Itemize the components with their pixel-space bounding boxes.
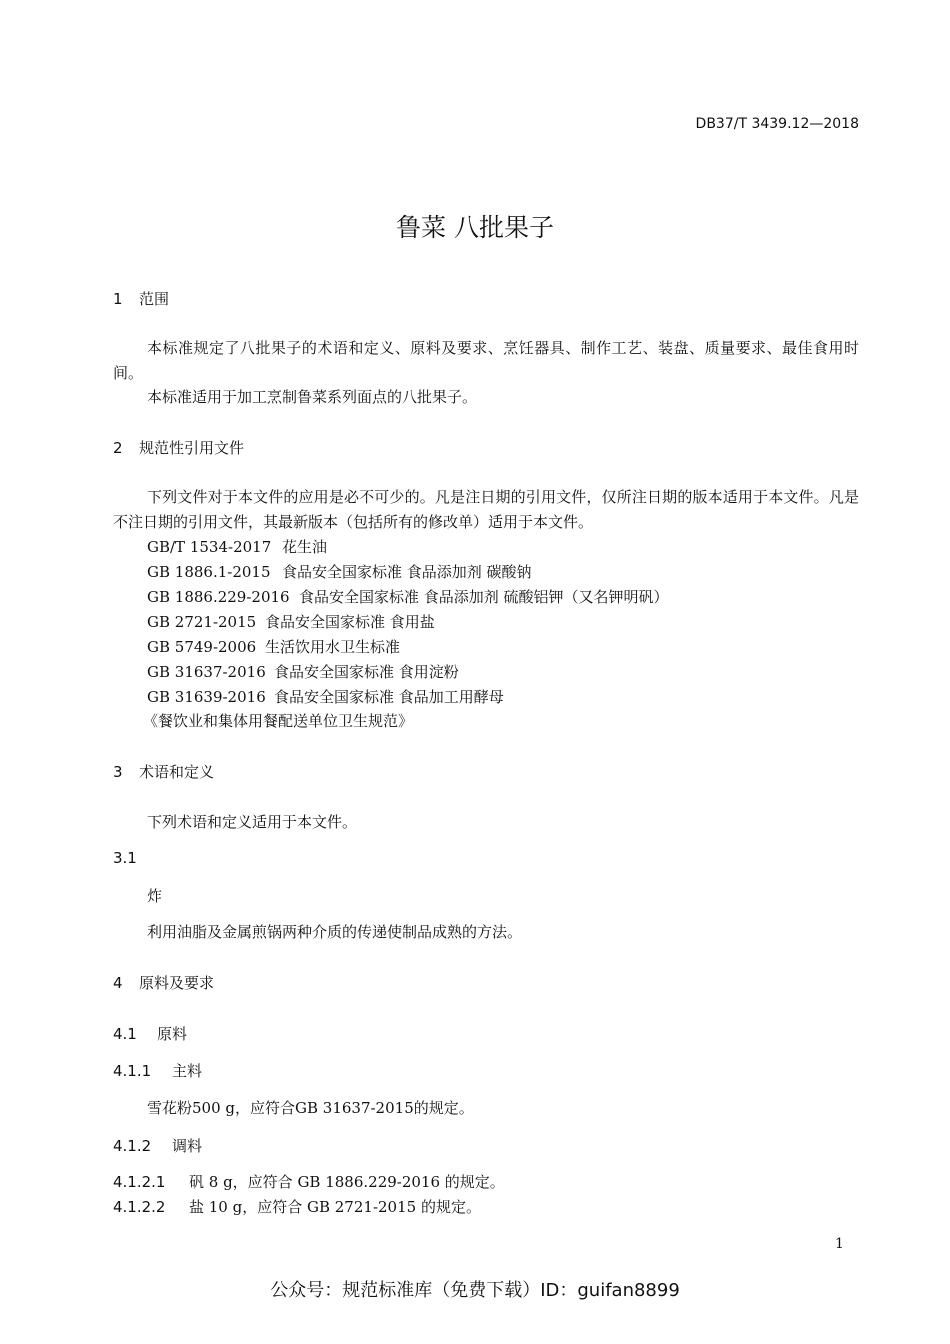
section-1-heading	[113, 288, 169, 309]
reference-code: GB/T 1534-2017	[147, 538, 272, 556]
reference-item	[147, 636, 400, 657]
term-definition: 利用油脂及金属煎锅两种介质的传递使制品成熟的方法。	[147, 923, 523, 941]
section-4-heading	[113, 972, 214, 993]
section-1-paragraph-1: 本标准规定了八批果子的术语和定义、原料及要求、烹饪器具、制作工艺、装盘、质量要求、最佳食用时间。	[113, 339, 859, 382]
subsection-4-1-1-heading	[113, 1060, 202, 1081]
subsection-title: 原料	[157, 1025, 188, 1043]
reference-item	[147, 561, 532, 582]
section-3-heading	[113, 761, 214, 782]
reference-title: 花生油	[282, 538, 328, 556]
reference-code: GB 5749-2006	[147, 638, 257, 656]
section-number: 2	[113, 439, 123, 457]
clause-text: 矾 8 g，应符合 GB 1886.229-2016 的规定。	[189, 1173, 505, 1191]
reference-title: 食品安全国家标准 食品加工用酵母	[274, 688, 504, 706]
reference-item	[147, 611, 435, 632]
subsection-title: 调料	[172, 1137, 203, 1155]
section-title: 原料及要求	[139, 974, 215, 992]
section-number: 4	[113, 974, 123, 992]
section-title: 范围	[139, 290, 170, 308]
clause-4-1-2-1	[113, 1171, 505, 1192]
reference-code: GB 31639-2016	[147, 688, 266, 706]
reference-title: 生活饮用水卫生标准	[265, 638, 401, 656]
reference-title: 食品安全国家标准 食用盐	[265, 613, 435, 631]
reference-item	[147, 661, 459, 682]
subsection-title: 主料	[172, 1062, 203, 1080]
reference-code: GB 2721-2015	[147, 613, 257, 631]
term-number: 3.1	[113, 849, 137, 867]
section-title: 术语和定义	[139, 763, 215, 781]
section-3-intro: 下列术语和定义适用于本文件。	[147, 813, 358, 831]
clause-number: 4.1.2.2	[113, 1198, 166, 1216]
reference-code: GB 31637-2016	[147, 663, 266, 681]
section-number: 1	[113, 290, 123, 308]
section-1-paragraph-2: 本标准适用于加工烹制鲁菜系列面点的八批果子。	[147, 388, 478, 406]
term-name: 炸	[147, 887, 163, 905]
subsection-number: 4.1	[113, 1025, 137, 1043]
reference-item	[147, 686, 504, 707]
main-ingredient-text: 雪花粉500 g，应符合GB 31637-2015的规定。	[147, 1099, 474, 1117]
standard-code: DB37/T 3439.12—2018	[695, 116, 859, 132]
subsection-4-1-2-heading	[113, 1135, 202, 1156]
clause-number: 4.1.2.1	[113, 1173, 166, 1191]
reference-title: 食品安全国家标准 食品添加剂 硫酸铝钾（又名钾明矾）	[299, 588, 669, 606]
subsection-number: 4.1.2	[113, 1137, 152, 1155]
section-2-heading	[113, 437, 244, 458]
reference-item	[147, 586, 669, 607]
reference-item-extra: 《餐饮业和集体用餐配送单位卫生规范》	[143, 712, 414, 730]
document-title: 鲁菜 八批果子	[396, 213, 554, 242]
subsection-4-1-heading	[113, 1023, 187, 1044]
page-number: 1	[835, 1236, 844, 1252]
reference-code: GB 1886.1-2015	[147, 563, 271, 581]
clause-4-1-2-2	[113, 1196, 481, 1217]
section-2-intro: 下列文件对于本文件的应用是必不可少的。凡是注日期的引用文件，仅所注日期的版本适用于本文件。凡是不注日期的引用文件，其最新版本（包括所有的修改单）适用于本文件。	[113, 488, 859, 531]
section-title: 规范性引用文件	[139, 439, 245, 457]
subsection-number: 4.1.1	[113, 1062, 152, 1080]
section-number: 3	[113, 763, 123, 781]
footer-watermark: 公众号：规范标准库（免费下载）ID：guifan8899	[270, 1280, 680, 1301]
reference-item	[147, 536, 327, 557]
reference-code: GB 1886.229-2016	[147, 588, 290, 606]
reference-title: 食品安全国家标准 食用淀粉	[274, 663, 459, 681]
reference-title: 食品安全国家标准 食品添加剂 碳酸钠	[282, 563, 532, 581]
clause-text: 盐 10 g，应符合 GB 2721-2015 的规定。	[189, 1198, 481, 1216]
